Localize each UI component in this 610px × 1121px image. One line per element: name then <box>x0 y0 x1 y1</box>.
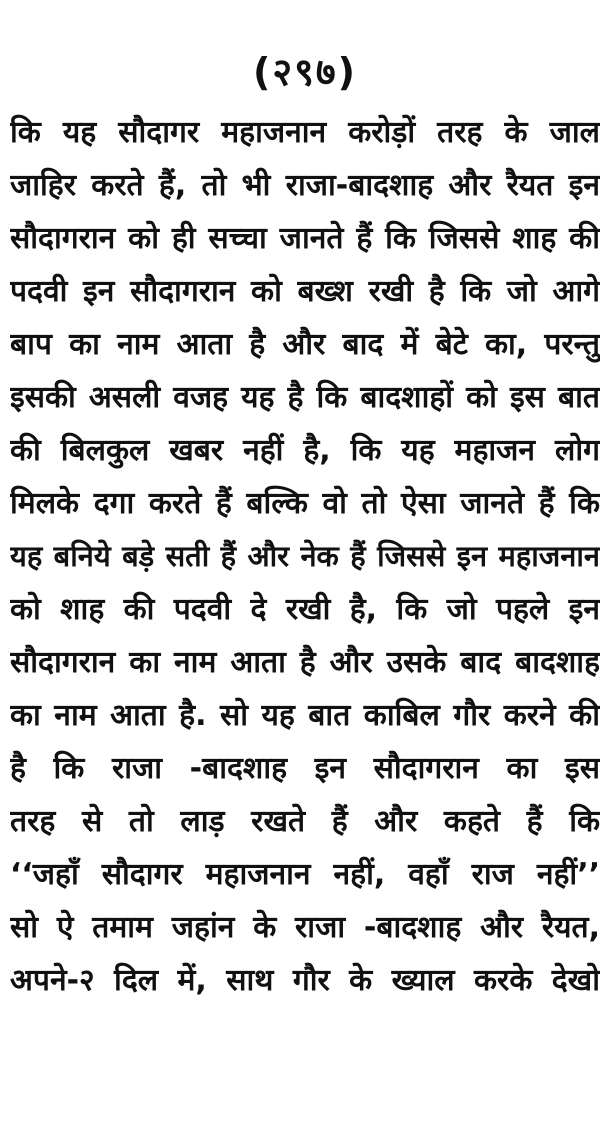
text-line: मिलके दगा करते हैं बल्कि वो तो ऐसा जानते हैं कि <box>10 486 600 521</box>
text-line: पदवी इन सौदागरान को बख्श रखी है कि जो आगे <box>10 274 600 309</box>
text-line: ‘‘जहाँ सौदागर महाजनान नहीं, वहाँ राज नहीं’’ <box>10 857 600 892</box>
text-line: को शाह की पदवी दे रखी है, कि जो पहले इन <box>10 592 600 627</box>
text-line: सौदागरान का नाम आता है और उसके बाद बादशाह <box>10 645 600 680</box>
text-line: इसकी असली वजह यह है कि बादशाहों को इस बात <box>10 380 600 415</box>
text-line: है कि राजा -बादशाह इन सौदागरान का इस <box>10 751 600 786</box>
text-line: यह बनिये बड़े सती हैं और नेक हैं जिससे इन महाजनान <box>10 539 600 573</box>
text-line: सो ऐ तमाम जहांन के राजा -बादशाह और रैयत, <box>10 910 600 945</box>
text-line: की बिलकुल खबर नहीं है, कि यह महाजन लोग <box>10 433 600 468</box>
text-line: कि यह सौदागर महाजनान करोड़ों तरह के जाल <box>10 115 600 150</box>
text-line: का नाम आता है. सो यह बात काबिल गौर करने की <box>10 698 600 733</box>
page-number: (२९७) <box>252 50 357 94</box>
text-line: जाहिर करते हैं, तो भी राजा-बादशाह और रैयत इन <box>10 168 600 203</box>
body-text <box>10 106 600 1007</box>
text-line: अपने-२ दिल में, साथ गौर के ख्याल करके देखो <box>10 963 600 998</box>
text-line: बाप का नाम आता है और बाद में बेटे का, परन्तु <box>10 327 600 362</box>
text-line: तरह से तो लाड़ रखते हैं और कहते हैं कि <box>10 804 600 839</box>
text-line: सौदागरान को ही सच्चा जानते हैं कि जिससे शाह की <box>10 221 600 256</box>
